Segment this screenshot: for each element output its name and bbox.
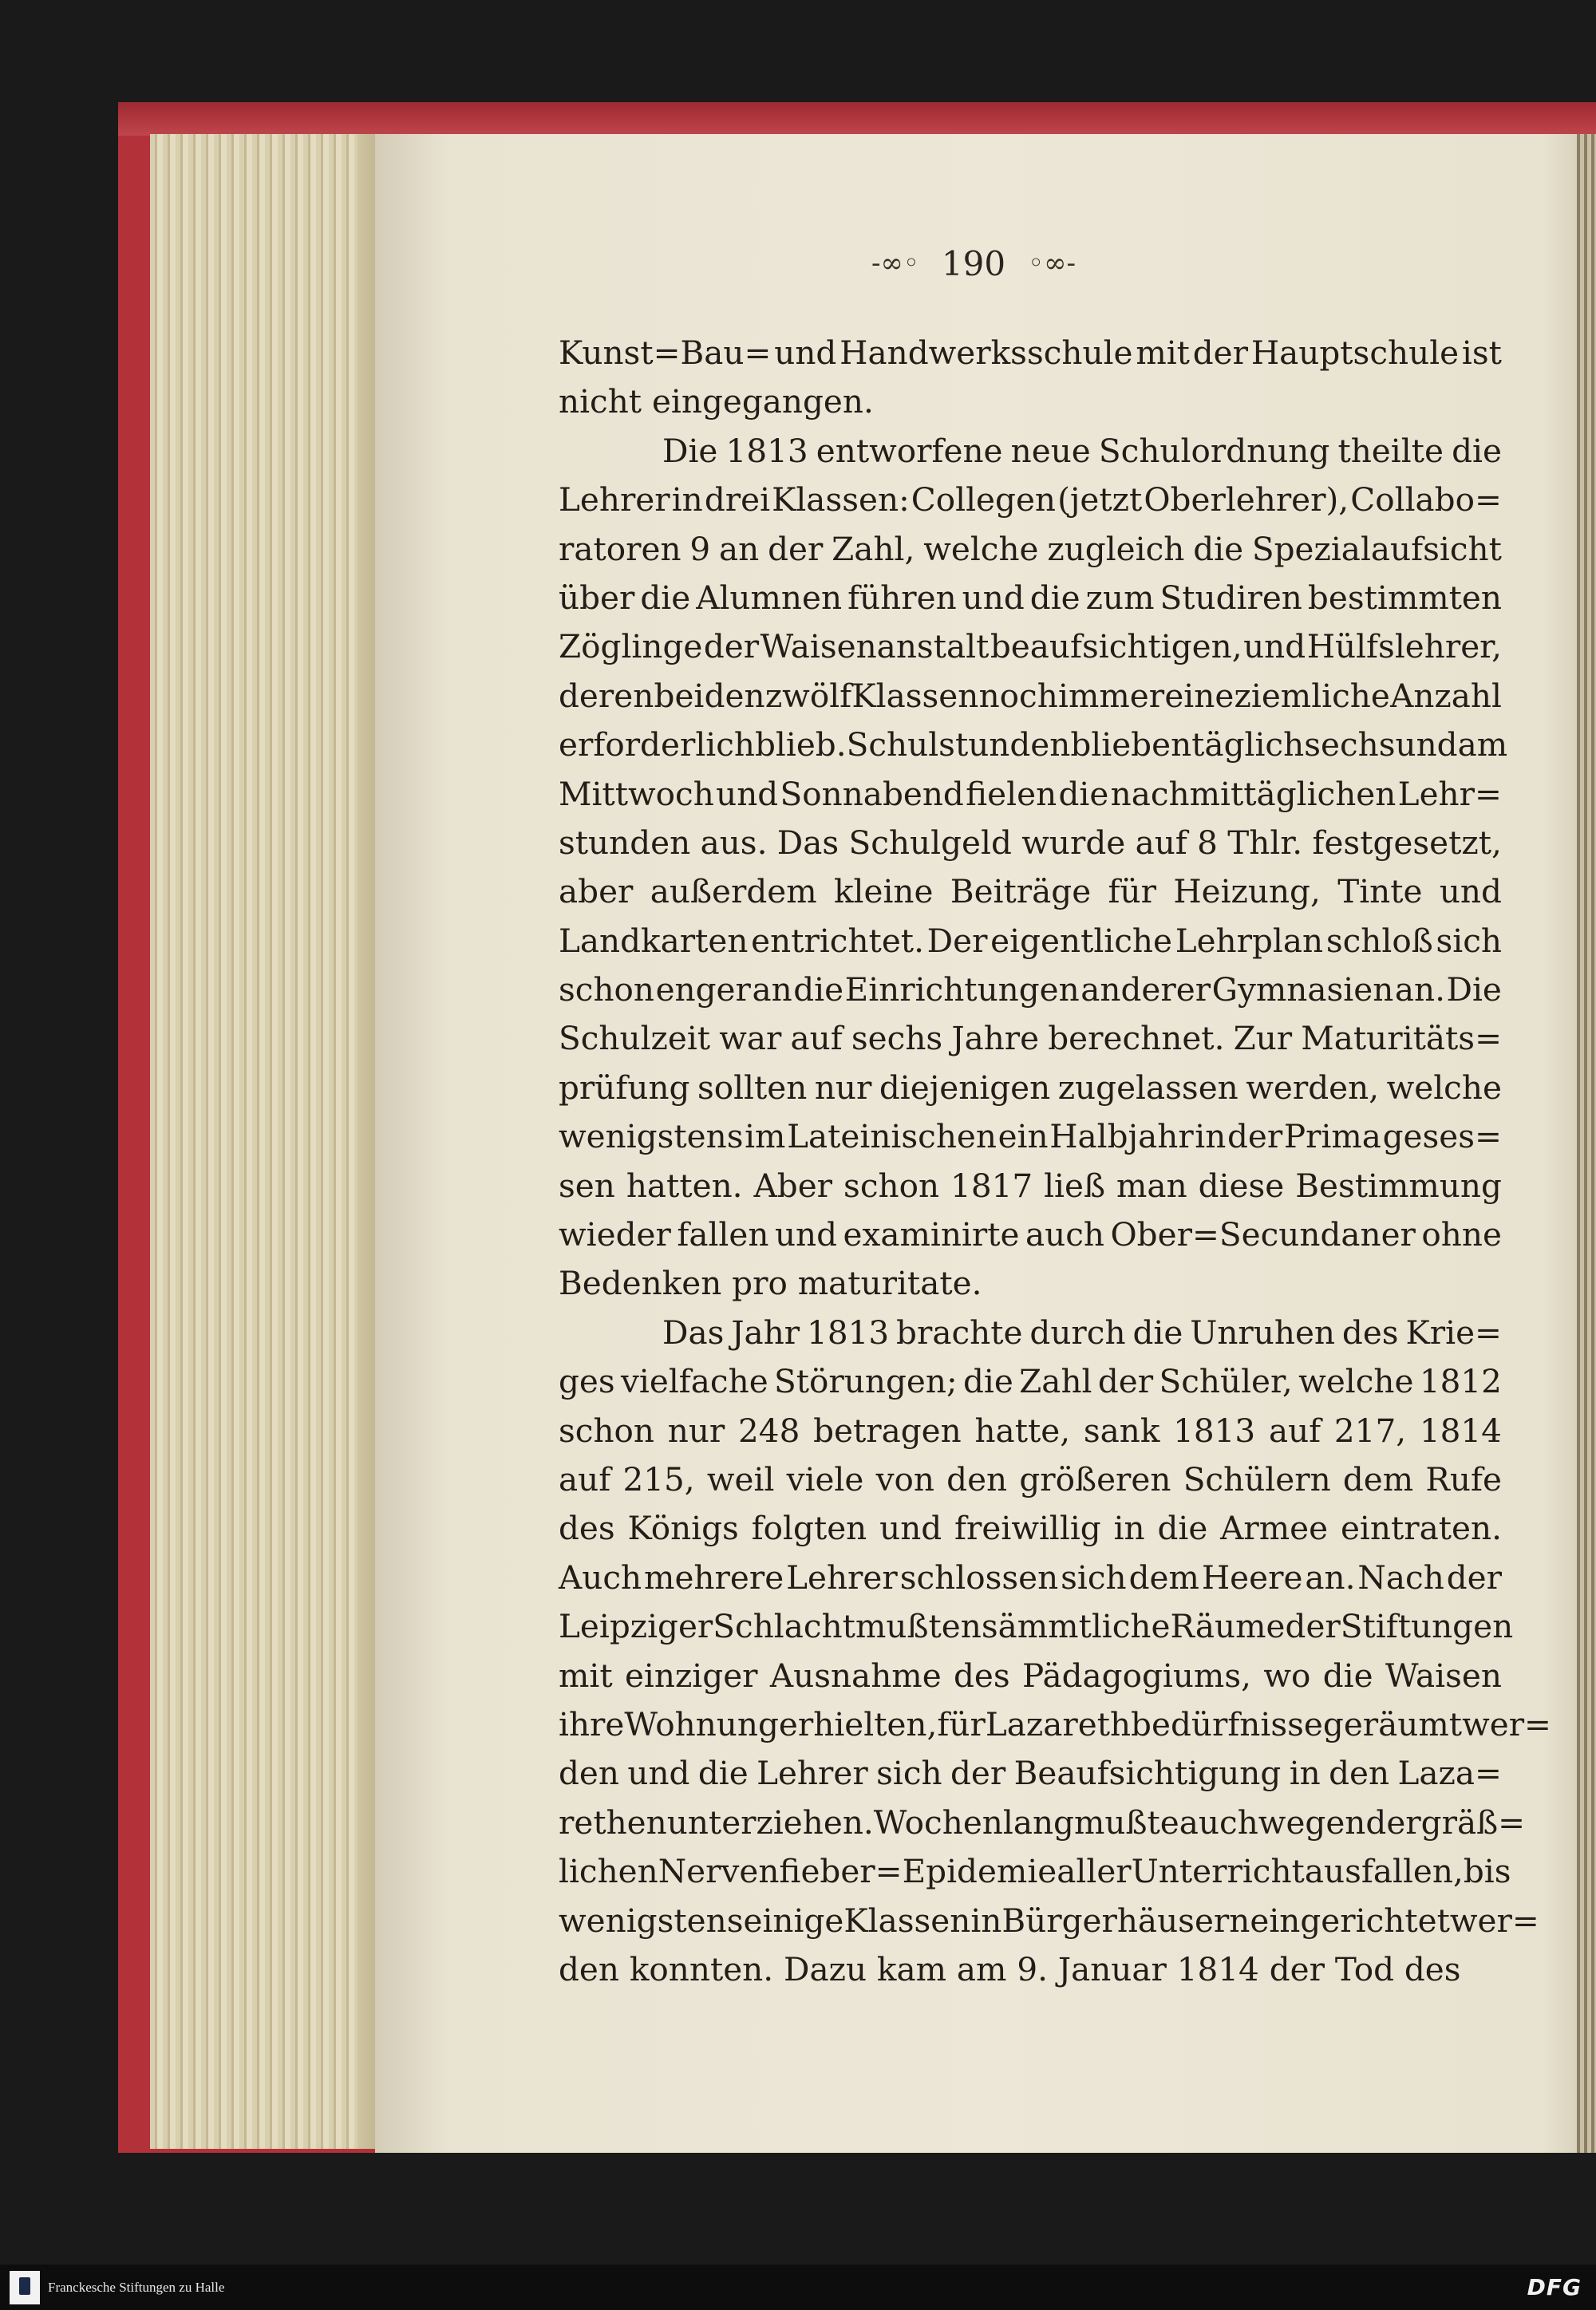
text-line: Das Jahr 1813 brachte durch die Unruhen des Krie= — [662, 1313, 1502, 1352]
body-text — [559, 329, 1551, 1994]
text-line: ges vielfache Störungen; die Zahl der Schüler, welche 1812 — [559, 1362, 1502, 1401]
text-line: Leipziger Schlacht mußten sämmtliche Räume der Stiftungen — [559, 1607, 1514, 1646]
text-line: stunden aus. Das Schulgeld wurde auf 8 Thlr. festgesetzt, — [559, 823, 1502, 862]
text-line: Landkarten entrichtet. Der eigentliche Lehrplan schloß sich — [559, 921, 1502, 960]
institution-name: Franckesche Stiftungen zu Halle — [48, 2279, 225, 2295]
text-line: rethen unterziehen. Wochenlang mußte auch wegen der gräß= — [559, 1803, 1526, 1842]
text-line: mit einziger Ausnahme des Pädagogiums, wo die Waisen — [559, 1656, 1502, 1695]
footer-left — [0, 2271, 224, 2304]
text-line: lichen Nervenfieber=Epidemie aller Unterricht ausfallen, bis — [559, 1852, 1511, 1891]
text-line: ratoren 9 an der Zahl, welche zugleich die Spezialaufsicht — [559, 529, 1502, 568]
text-line: wenigstens im Lateinischen ein Halbjahr in der Prima geses= — [559, 1117, 1502, 1156]
page-number: 190 — [941, 243, 1006, 283]
page-edge — [1577, 134, 1596, 2153]
page-header — [774, 239, 1173, 287]
text-line: Die 1813 entworfene neue Schulordnung theilte die — [662, 431, 1502, 470]
text-line: aber außerdem kleine Beiträge für Heizung, Tinte und — [559, 872, 1502, 911]
text-line: den und die Lehrer sich der Beaufsichtigung in den Laza= — [559, 1754, 1502, 1793]
text-line: Bedenken pro maturitate. — [559, 1264, 982, 1303]
text-line: wieder fallen und examinirte auch Ober=Secundaner ohne — [559, 1215, 1502, 1254]
book-top-edge — [118, 102, 1596, 136]
text-line: des Königs folgten und freiwillig in die Armee eintraten. — [559, 1509, 1502, 1548]
funder-logo: DFG — [1527, 2274, 1582, 2300]
text-line: prüfung sollten nur diejenigen zugelassen werden, welche — [559, 1068, 1502, 1107]
text-line: auf 215, weil viele von den größeren Schülern dem Rufe — [559, 1459, 1502, 1499]
text-line: schon nur 248 betragen hatte, sank 1813 auf 217, 1814 — [559, 1411, 1502, 1450]
text-line: Schulzeit war auf sechs Jahre berechnet. Zur Maturitäts= — [559, 1019, 1502, 1058]
text-line: deren bei den zwölf Klassen noch immer eine ziemliche Anzahl — [559, 676, 1502, 715]
text-line: Lehrer in drei Klassen: Collegen (jetzt Oberlehrer), Collabo= — [559, 480, 1502, 519]
text-line: ihre Wohnung erhielten, für Lazarethbedürfnisse geräumt wer= — [559, 1704, 1551, 1743]
text-line: Kunst=Bau= und Handwerksschule mit der Hauptschule ist — [559, 334, 1502, 372]
text-line: Zöglinge der Waisenanstalt beaufsichtigen, und Hülfslehrer, — [559, 627, 1502, 666]
text-line: den konnten. Dazu kam am 9. Januar 1814 der Tod des — [559, 1949, 1461, 1988]
page-stack — [150, 134, 381, 2149]
text-line: nicht eingegangen. — [559, 382, 874, 421]
text-line: Mittwoch und Sonnabend fielen die nachmittäglichen Lehr= — [559, 774, 1502, 813]
text-line: über die Alumnen führen und die zum Studiren bestimmten — [559, 578, 1502, 617]
institution-logo-icon — [10, 2271, 40, 2304]
text-line: erforderlich blieb. Schulstunden blieben täglich sechs und am — [559, 725, 1508, 764]
text-line: Auch mehrere Lehrer schlossen sich dem Heere an. Nach der — [559, 1558, 1502, 1597]
ornament-right-icon: ◦∞- — [1028, 247, 1076, 279]
text-line: wenigstens einige Klassen in Bürgerhäusern eingerichtet wer= — [559, 1901, 1539, 1940]
text-line: schon enger an die Einrichtungen anderer Gymnasien an. Die — [559, 970, 1502, 1009]
ornament-left-icon: -∞◦ — [871, 247, 919, 279]
footer-bar — [0, 2265, 1596, 2310]
text-line: sen hatten. Aber schon 1817 ließ man diese Bestimmung — [559, 1166, 1502, 1205]
